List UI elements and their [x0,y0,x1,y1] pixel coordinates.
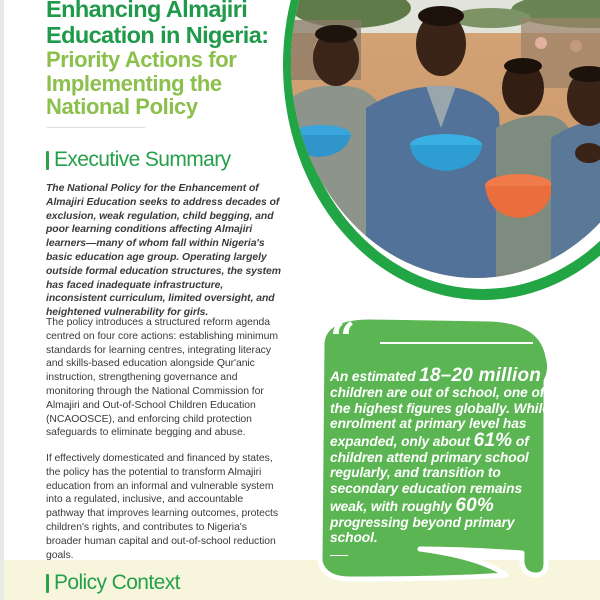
quote-segment: children are out of school, one of the highest figures globally. While enrolment at primary level has expanded, only about [330,385,550,449]
title-divider [47,127,145,128]
document-title: Enhancing Almajiri Education in Nigeria: [46,0,269,48]
executive-summary-paragraph-2: The policy introduces a structured reform agenda centred on four core actions: establishing minimum standards for learning centres, integrating literacy and skills-based education alongside Qur'anic instruction, strengthening governance and monitoring through the National Commission for Almajiri and Out-of-School Children Education (NCAOOSCE), and enforcing child protection safeguards to eliminate begging and abuse. [46,317,278,439]
quote-end-rule [330,555,348,557]
executive-summary-intro: The National Policy for the Enhancement of Almajiri Education seeks to address decades of exclusion, weak regulation, child begging, and poor learning conditions affecting Almajiri learners—many of whom fall within Nigeria's basic education age group. Operating largely outside formal education structures, the system has faced inadequate infrastructure, inconsistent curriculum, limited oversight, and heightened vulnerability for girls. [46,183,281,319]
page-left-edge [0,0,4,600]
policy-context-title: Policy Context [54,571,180,594]
hero-photo [291,0,600,278]
policy-context-heading [46,571,180,595]
quote-segment: progressing beyond primary school. [330,514,515,546]
executive-summary-heading [46,148,231,172]
executive-summary-title: Executive Summary [54,148,231,171]
quote-segment: of children attend primary school regularly, and transition to secondary education remains weak, with roughly [330,433,529,514]
stat-out-of-school: 18–20 million [419,365,542,386]
document-subtitle: Priority Actions for Implementing the National Policy [46,47,237,119]
executive-summary-paragraph-3: If effectively domesticated and financed by states, the policy has the potential to transform Almajiri education from an informal and vulnerable system into a regulated, inclusive, and accountable pathway that improves learning outcomes, protects children's rights, and contributes to Nigeria's broader human capital and out-of-school reduction goals. [46,453,279,561]
pull-quote-text [330,367,555,546]
stat-secondary-transition: 60% [455,494,494,516]
stat-primary-attendance: 61% [473,429,513,451]
section-accent-bar [46,151,49,170]
quote-segment: An estimated [330,369,420,384]
quote-rule [380,342,533,344]
children-with-bowls-image [291,0,600,278]
quote-mark-icon: “ [330,314,352,365]
pull-quote [330,314,555,556]
section-accent-bar [46,574,49,593]
